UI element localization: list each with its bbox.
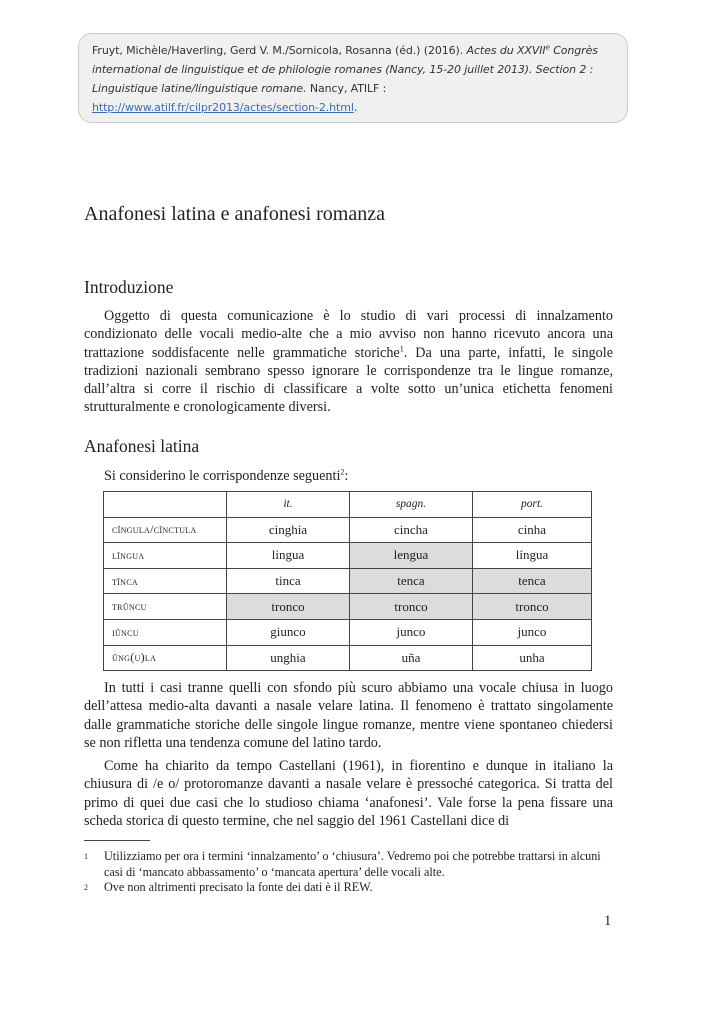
table-row [104,568,592,594]
article-title: Anafonesi latina e anafonesi romanza [84,203,385,225]
paragraph-castellani [84,757,613,830]
section-heading-anafonesi-latina: Anafonesi latina [84,436,200,456]
footnote-text: Utilizziamo per ora i termini ‘innalzamento’ o ‘chiusura’. Vedremo poi che potrebbe trattarsi in alcuni casi di ‘mancato abbassamento’ o ‘mancata apertura’ delle vocali alte. [104,849,601,879]
intro-paragraph [84,307,613,417]
citation-box [78,33,628,123]
citation-url-period: . [353,101,358,114]
correspondence-table [103,491,592,671]
spanish-form: lengua [350,543,473,569]
footnote-1 [84,849,613,880]
paragraph-castellani-text: Come ha chiarito da tempo Castellani (1961), in fiorentino e dunque in italiano la chiusura di /e o/ protoromanze davanti a nasale velare è pressoché categorica. Si tratta del primo di quei due casi che lo studioso chiama ‘anafonesi’. Vale forse la pena fissare una scheda storica di questo termine, che nel saggio del 1961 Castellani dice di [84,758,613,829]
citation-title-start: Actes du XXVII [466,44,546,57]
spanish-form: junco [350,619,473,645]
latin-etymon: cĭngula/cĭnctula [104,517,227,543]
table-header-port: port. [473,492,592,518]
citation-line-1 [92,41,615,60]
page-number: 1 [604,913,612,929]
table-row [104,619,592,645]
footnote-ref-1[interactable]: 1 [399,343,404,353]
latin-etymon: lĭngua [104,543,227,569]
citation-publisher: Nancy, ATILF : [309,82,387,95]
latin-etymon: tĭnca [104,568,227,594]
latin-etymon: iŭncu [104,619,227,645]
paragraph-sfondo-text: In tutti i casi tranne quelli con sfondo più scuro abbiamo una vocale chiusa in luogo dell’attesa medio-alta davanti a nasale velare latina. Il fenomeno è trattato singolamente dalle grammatiche storiche delle singole lingue romanze, mentre viene spontaneo chiedersi se non rifletta una tendenza comune del latino tardo. [84,680,613,751]
italian-form: tinca [227,568,350,594]
italian-form: cinghia [227,517,350,543]
italian-form: unghia [227,645,350,671]
intro-text-a: Oggetto di questa comunicazione è lo studio di vari processi di innalzamento condizionato delle vocali medio-alte che a mio avviso non hanno ricevuto ancora una trattazione soddisfacente nelle grammatiche storiche [84,308,613,361]
spanish-form: cincha [350,517,473,543]
citation-title-sup: e [545,43,550,52]
spanish-form: uña [350,645,473,671]
paragraph-sfondo [84,679,613,752]
table-intro-colon: : [344,468,349,484]
footnote-text: Ove non altrimenti precisato la fonte dei dati è il REW. [104,880,373,894]
footnote-divider [84,840,150,841]
table-row [104,517,592,543]
portuguese-form: língua [473,543,592,569]
latin-etymon: ŭng(u)la [104,645,227,671]
table-intro-text: Si considerino le corrispondenze seguenti [104,468,341,484]
citation-url-link[interactable]: http://www.atilf.fr/cilpr2013/actes/section-2.html [92,101,354,114]
table-row [104,645,592,671]
citation-line-4 [92,98,615,117]
table-header-row [104,492,592,518]
citation-line-3 [92,79,615,98]
citation-authors: Fruyt, Michèle/Haverling, Gerd V. M./Sornicola, Rosanna (éd.) (2016). [92,44,464,57]
citation-section-title: Linguistique latine/linguistique romane. [92,82,307,95]
italian-form: giunco [227,619,350,645]
portuguese-form: cinha [473,517,592,543]
section-heading-introduzione: Introduzione [84,277,174,297]
citation-title-end: Congrès [553,44,598,57]
italian-form: tronco [227,594,350,620]
table-header-blank [104,492,227,518]
portuguese-form: unha [473,645,592,671]
table-header-spagn: spagn. [350,492,473,518]
citation-line-2: international de linguistique et de philologie romanes (Nancy, 15-20 juillet 2013). Section 2 : [92,63,594,76]
portuguese-form: tronco [473,594,592,620]
footnote-number: 1 [84,852,88,861]
latin-etymon: trŭncu [104,594,227,620]
portuguese-form: junco [473,619,592,645]
intro-text-b: . Da una parte, infatti, le singole tradizioni nazionali sembrano spesso ignorare le corrispondenze tra le lingue romanze, dall’altra si corre il rischio di classificare a volte sotto un’unica etichetta fenomeni strutturalmente e cronologicamente diversi. [84,344,613,416]
spanish-form: tenca [350,568,473,594]
footnote-number: 2 [84,883,88,892]
footnote-ref-2[interactable]: 2 [340,467,345,477]
table-row [104,594,592,620]
footnote-2 [84,880,613,896]
portuguese-form: tenca [473,568,592,594]
italian-form: lingua [227,543,350,569]
spanish-form: tronco [350,594,473,620]
table-header-it: it. [227,492,350,518]
table-row [104,543,592,569]
table-intro-paragraph [84,467,613,485]
